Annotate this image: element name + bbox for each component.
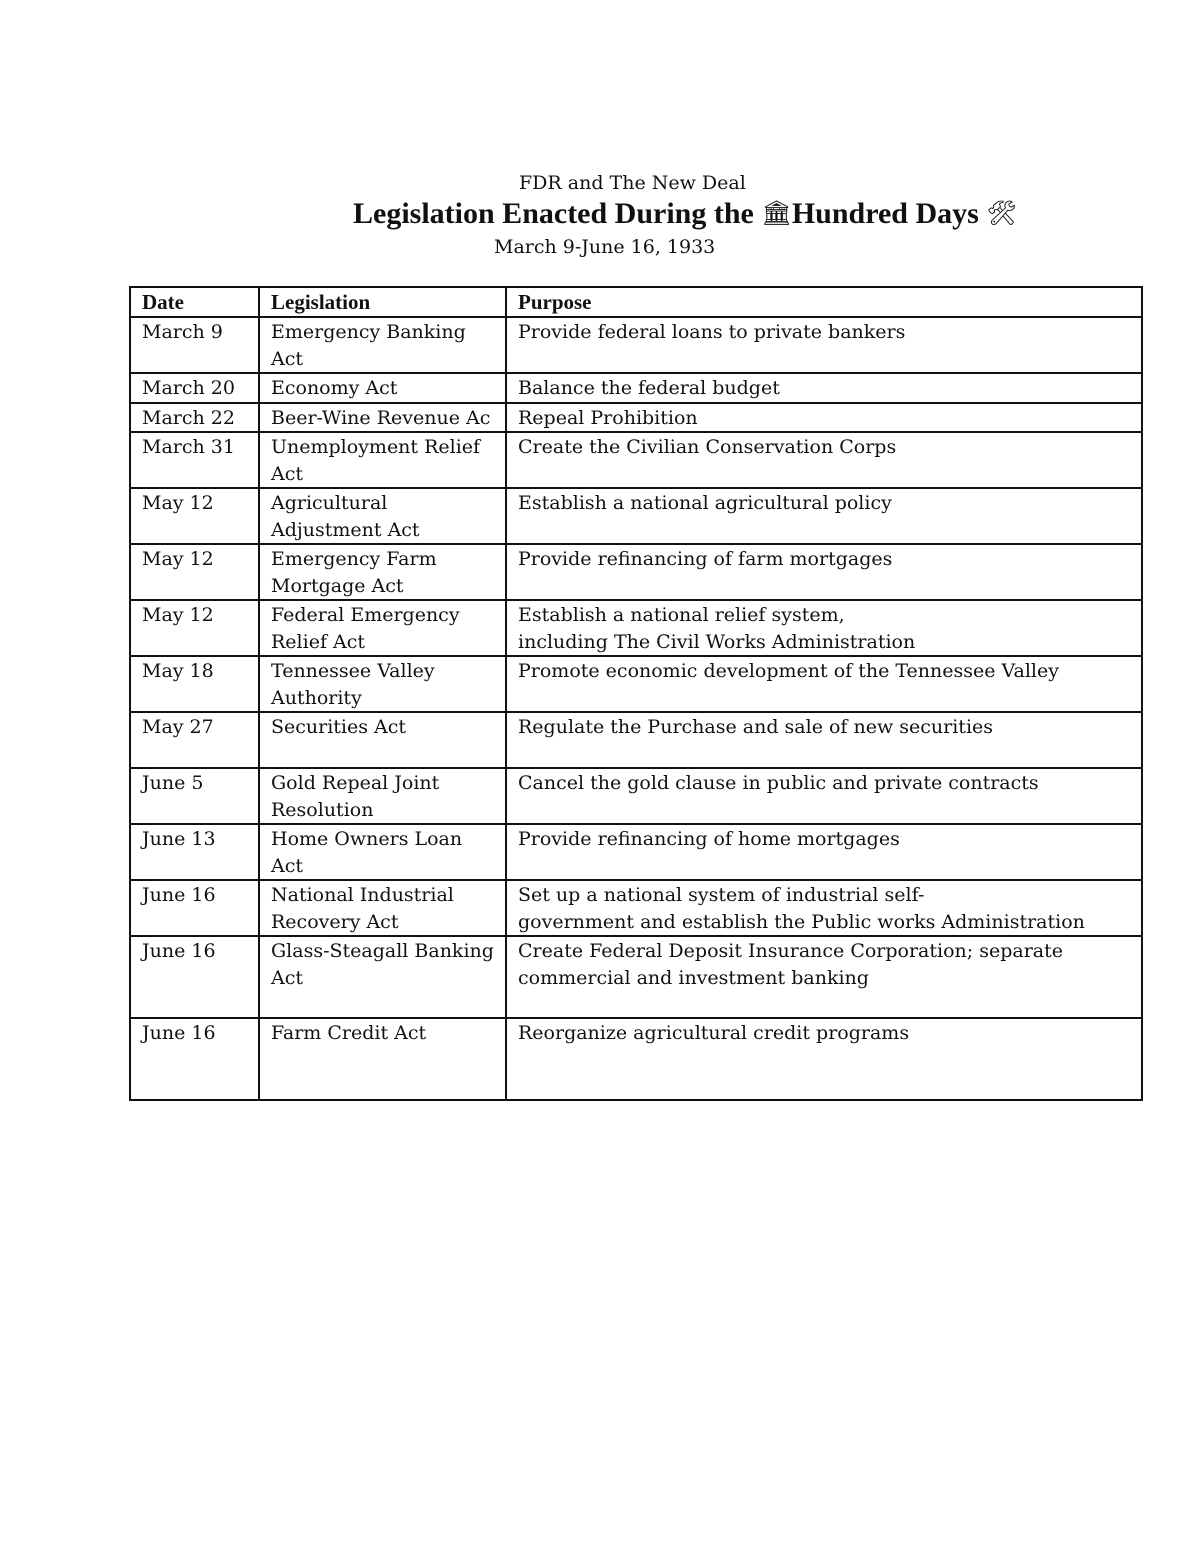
date-cell: March 20: [130, 373, 259, 403]
legislation-cell: Securities Act: [259, 712, 506, 768]
legislation-cell: Gold Repeal Joint Resolution: [259, 768, 506, 824]
table-row: [130, 936, 1142, 1018]
purpose-line: Regulate the Purchase and sale of new securities: [518, 716, 994, 738]
purpose-cell: [506, 600, 1142, 656]
date-cell: May 27: [130, 712, 259, 768]
table-row: [130, 600, 1142, 656]
legislation-cell: Home Owners Loan Act: [259, 824, 506, 880]
title-text-start: Legislation Enacted During the: [353, 197, 762, 230]
document-subtitle: FDR and The New Deal: [519, 172, 746, 194]
purpose-line: Reorganize agricultural credit programs: [518, 1022, 910, 1044]
date-cell: June 5: [130, 768, 259, 824]
legislation-cell: Farm Credit Act: [259, 1018, 506, 1100]
legislation-cell: Unemployment Relief Act: [259, 432, 506, 488]
purpose-cell: [506, 712, 1142, 768]
purpose-line: Balance the federal budget: [518, 377, 780, 399]
purpose-line: Cancel the gold clause in public and private contracts: [518, 772, 1039, 794]
date-cell: June 16: [130, 1018, 259, 1100]
purpose-line: including The Civil Works Administration: [518, 630, 916, 653]
purpose-line: Set up a national system of industrial self-: [518, 884, 925, 906]
legislation-cell: Economy Act: [259, 373, 506, 403]
column-header-legislation: Legislation: [259, 287, 506, 317]
table-row: [130, 880, 1142, 936]
purpose-line: commercial and investment banking: [518, 966, 869, 989]
purpose-line: Provide refinancing of home mortgages: [518, 828, 900, 850]
legislation-cell: Emergency Farm Mortgage Act: [259, 544, 506, 600]
date-cell: May 18: [130, 656, 259, 712]
date-cell: June 13: [130, 824, 259, 880]
date-cell: March 9: [130, 317, 259, 373]
legislation-cell: Tennessee Valley Authority: [259, 656, 506, 712]
purpose-cell: [506, 373, 1142, 403]
legislation-cell: Agricultural Adjustment Act: [259, 488, 506, 544]
date-cell: May 12: [130, 600, 259, 656]
purpose-line: Provide refinancing of farm mortgages: [518, 548, 893, 570]
table-header-row: [130, 287, 1142, 317]
legislation-cell: National Industrial Recovery Act: [259, 880, 506, 936]
purpose-cell: [506, 317, 1142, 373]
date-cell: June 16: [130, 936, 259, 1018]
purpose-cell: [506, 1018, 1142, 1100]
title-text-end: Hundred Days: [791, 197, 987, 230]
legislation-cell: Federal Emergency Relief Act: [259, 600, 506, 656]
hammer-wrench-icon: 🛠: [986, 201, 1017, 227]
table-row: [130, 1018, 1142, 1100]
table-row: [130, 488, 1142, 544]
purpose-cell: [506, 432, 1142, 488]
purpose-cell: [506, 656, 1142, 712]
purpose-cell: [506, 824, 1142, 880]
purpose-line: Create the Civilian Conservation Corps: [518, 436, 897, 458]
column-header-purpose: Purpose: [506, 287, 1142, 317]
legislation-table: [129, 286, 1143, 1101]
table-row: [130, 373, 1142, 403]
purpose-line: government and establish the Public works Administration: [518, 910, 1085, 933]
date-cell: June 16: [130, 880, 259, 936]
purpose-line: Create Federal Deposit Insurance Corporation; separate: [518, 940, 1063, 962]
purpose-line: Establish a national agricultural policy: [518, 492, 892, 514]
purpose-line: Repeal Prohibition: [518, 406, 698, 429]
purpose-line: Establish a national relief system,: [518, 604, 845, 626]
legislation-cell: Beer-Wine Revenue Ac: [259, 403, 506, 433]
table-row: [130, 768, 1142, 824]
date-cell: May 12: [130, 544, 259, 600]
table-row: [130, 824, 1142, 880]
purpose-cell: [506, 403, 1142, 433]
purpose-cell: [506, 488, 1142, 544]
legislation-cell: Emergency Banking Act: [259, 317, 506, 373]
date-cell: March 31: [130, 432, 259, 488]
purpose-line: Promote economic development of the Tennessee Valley: [518, 660, 1059, 682]
document-title: [353, 196, 1017, 232]
table-row: [130, 544, 1142, 600]
purpose-cell: [506, 936, 1142, 1018]
date-cell: March 22: [130, 403, 259, 433]
purpose-cell: [506, 768, 1142, 824]
date-range: March 9-June 16, 1933: [494, 236, 716, 258]
table-row: [130, 656, 1142, 712]
table-row: [130, 432, 1142, 488]
purpose-cell: [506, 880, 1142, 936]
purpose-cell: [506, 544, 1142, 600]
purpose-line: Provide federal loans to private bankers: [518, 321, 906, 343]
date-cell: May 12: [130, 488, 259, 544]
table-row: [130, 317, 1142, 373]
building-icon: 🏛: [761, 201, 792, 227]
table-row: [130, 712, 1142, 768]
legislation-cell: Glass-Steagall Banking Act: [259, 936, 506, 1018]
table-row: [130, 403, 1142, 433]
column-header-date: Date: [130, 287, 259, 317]
